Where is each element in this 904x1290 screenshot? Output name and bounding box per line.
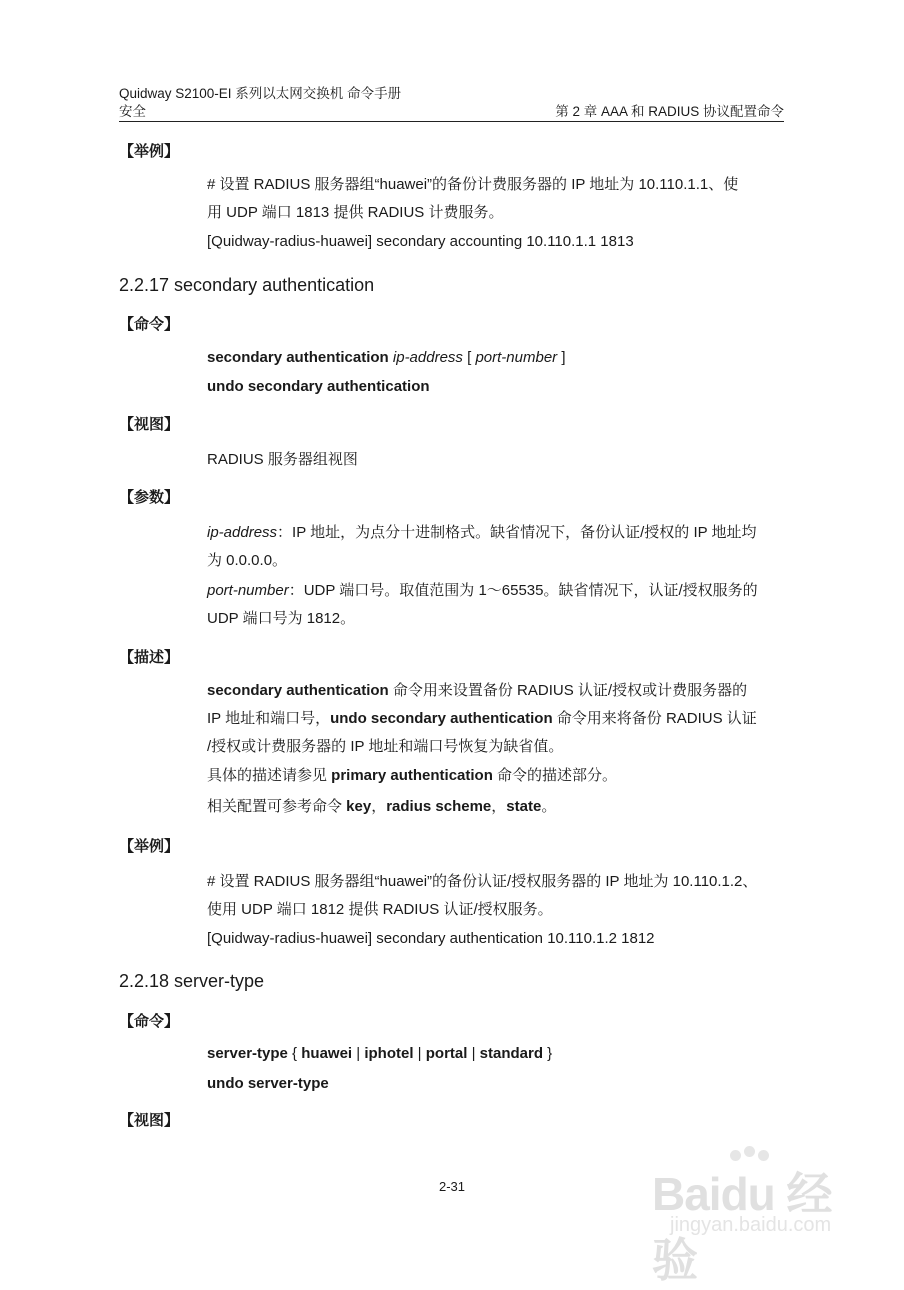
desc-related-sep2: ， xyxy=(491,798,507,815)
watermark-url: jingyan.baidu.com xyxy=(670,1214,832,1236)
param-port-text1: ：UDP 端口号。取值范围为 1～65535。缺省情况下，认证/授权服务的 xyxy=(288,582,758,599)
example-command: [Quidway-radius-huawei] secondary accounting 10.110.1.1 1813 xyxy=(207,233,634,250)
opt-huawei: huawei xyxy=(301,1045,353,1062)
command-heading-2218: 【命令】 xyxy=(119,1013,180,1030)
param-port-text2: UDP 端口号为 1812。 xyxy=(207,610,356,627)
view-heading-2218: 【视图】 xyxy=(119,1112,180,1129)
section-title-2217: 2.2.17 secondary authentication xyxy=(119,275,375,295)
command-arg-ip: ip-address xyxy=(392,349,463,366)
paw-icon xyxy=(744,1146,755,1157)
params-heading: 【参数】 xyxy=(119,489,180,506)
param-ip-name: ip-address xyxy=(207,524,278,541)
param-ip-address xyxy=(207,519,784,575)
page-number: 2-31 xyxy=(438,1179,466,1194)
desc-related-end: 。 xyxy=(541,798,557,815)
watermark-logo: Baidu 经验 xyxy=(652,1168,832,1286)
header-rule xyxy=(119,121,784,122)
brace-close: } xyxy=(543,1045,553,1062)
bar-3: | xyxy=(467,1045,480,1062)
desc-related-radius-scheme: radius scheme xyxy=(386,798,492,815)
opt-iphotel: iphotel xyxy=(364,1045,414,1062)
server-type-syntax xyxy=(207,1044,784,1064)
example-2217-line2: 使用 UDP 端口 1812 提供 RADIUS 认证/授权服务。 xyxy=(207,901,553,918)
description-body xyxy=(207,677,784,761)
bar-2: | xyxy=(413,1045,426,1062)
param-port-name: port-number xyxy=(207,582,289,599)
desc-related-sep1: ， xyxy=(371,798,387,815)
desc-line2-a: IP 地址和端口号， xyxy=(207,710,331,727)
bar-1: | xyxy=(352,1045,365,1062)
view-text: RADIUS 服务器组视图 xyxy=(207,451,358,468)
example-2217-command: [Quidway-radius-huawei] secondary authentication 10.110.1.2 1812 xyxy=(207,930,655,947)
param-ip-text1: ：IP 地址，为点分十进制格式。缺省情况下，备份认证/授权的 IP 地址均 xyxy=(277,524,757,541)
command-bracket-open: [ xyxy=(462,349,476,366)
brace-open: { xyxy=(287,1045,302,1062)
desc-ref-kw: primary authentication xyxy=(331,767,493,784)
description-heading: 【描述】 xyxy=(119,649,180,666)
example-heading: 【举例】 xyxy=(119,143,180,160)
header-book-title: Quidway S2100-EI 系列以太网交换机 命令手册 xyxy=(119,86,402,101)
desc-line1: 命令用来设置备份 RADIUS 认证/授权或计费服务器的 xyxy=(388,682,748,699)
desc-ref-text: 具体的描述请参见 xyxy=(207,767,332,784)
opt-standard: standard xyxy=(479,1045,544,1062)
desc-kw-secondary-auth: secondary authentication xyxy=(207,682,389,699)
view-heading: 【视图】 xyxy=(119,416,180,433)
desc-line3: /授权或计费服务器的 IP 地址和端口号恢复为缺省值。 xyxy=(207,738,564,755)
server-type-kw: server-type xyxy=(207,1045,288,1062)
desc-related-text: 相关配置可参考命令 xyxy=(207,798,347,815)
desc-kw-undo: undo secondary authentication xyxy=(330,710,553,727)
command-keyword: secondary authentication xyxy=(207,349,389,366)
baidu-watermark xyxy=(652,1150,852,1286)
example-desc-line1: # 设置 RADIUS 服务器组“huawei”的备份计费服务器的 IP 地址为 10.110.1.1、使 xyxy=(207,176,739,193)
command-arg-port: port-number xyxy=(475,349,558,366)
command-bracket-close: ] xyxy=(557,349,566,366)
example-2217-line1: # 设置 RADIUS 服务器组“huawei”的备份认证/授权服务器的 IP 地址为 10.110.1.2、 xyxy=(207,873,758,890)
example-description xyxy=(207,171,784,227)
undo-server-type: undo server-type xyxy=(207,1075,329,1092)
desc-line2-b: 命令用来将备份 RADIUS 认证 xyxy=(552,710,757,727)
header-section: 安全 xyxy=(119,104,146,119)
undo-command: undo secondary authentication xyxy=(207,378,430,395)
description-reference xyxy=(207,766,784,786)
param-ip-text2: 为 0.0.0.0。 xyxy=(207,552,288,569)
opt-portal: portal xyxy=(425,1045,468,1062)
desc-related-key: key xyxy=(346,798,372,815)
example-2217-description xyxy=(207,868,784,924)
desc-ref-tail: 命令的描述部分。 xyxy=(492,767,618,784)
command-syntax xyxy=(207,348,784,368)
example-heading-2217: 【举例】 xyxy=(119,838,180,855)
header-chapter: 第 2 章 AAA 和 RADIUS 协议配置命令 xyxy=(555,104,784,119)
example-desc-line2: 用 UDP 端口 1813 提供 RADIUS 计费服务。 xyxy=(207,204,504,221)
section-title-2218: 2.2.18 server-type xyxy=(119,971,265,991)
param-port-number xyxy=(207,577,784,633)
description-related xyxy=(207,797,784,817)
desc-related-state: state xyxy=(506,798,542,815)
command-heading: 【命令】 xyxy=(119,316,180,333)
